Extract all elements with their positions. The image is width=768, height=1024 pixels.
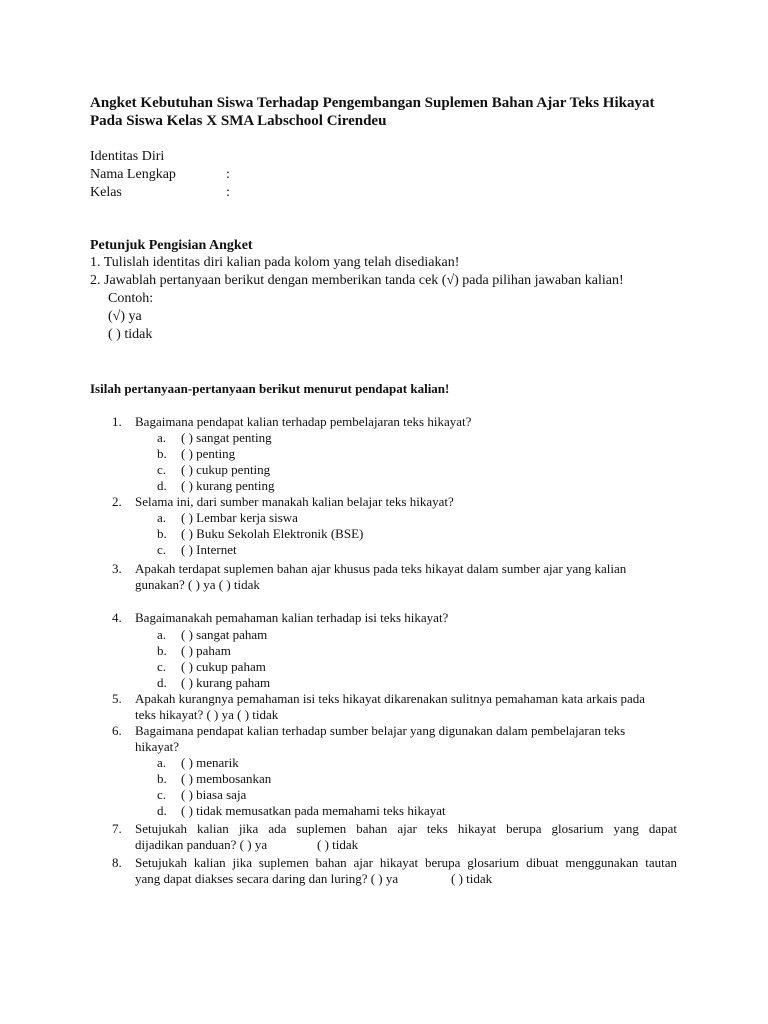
answer-option[interactable] [157, 446, 235, 462]
answer-option[interactable] [157, 542, 237, 558]
answer-option[interactable] [157, 771, 271, 787]
instruction-item-1: 1. Tulislah identitas diri kalian pada kolom yang telah disediakan! [90, 255, 460, 270]
question-text-line-2: yang dapat diakses secara daring dan luring? ( ) ya [135, 871, 399, 886]
answer-option[interactable] [157, 627, 267, 643]
answer-option[interactable] [157, 462, 270, 478]
answer-option[interactable] [157, 478, 275, 494]
question-text: Bagaimanakah pemahaman kalian terhadap isi teks hikayat? [135, 610, 449, 625]
answer-option[interactable] [157, 675, 270, 691]
option-text: ( ) sangat paham [181, 627, 268, 642]
option-letter: a. [157, 510, 167, 525]
question-text-line-2: hikayat? [135, 739, 180, 754]
question-text-line-2: teks hikayat? ( ) ya ( ) tidak [135, 707, 279, 722]
option-text: ( ) penting [181, 446, 236, 461]
option-letter: c. [157, 787, 167, 802]
class-colon: : [226, 185, 230, 200]
option-letter: a. [157, 627, 167, 642]
option-text: ( ) Buku Sekolah Elektronik (BSE) [181, 526, 364, 541]
name-label: Nama Lengkap [90, 167, 176, 182]
answer-no-option[interactable]: ( ) tidak [451, 871, 493, 886]
document-title-line-2: Pada Siswa Kelas X SMA Labschool Cirendeu [90, 113, 387, 129]
option-text: ( ) sangat penting [181, 430, 272, 445]
question-text-line-1: Bagaimana pendapat kalian terhadap sumber belajar yang digunakan dalam pembelajaran teks [135, 723, 626, 738]
option-letter: b. [157, 771, 167, 786]
example-yes: (√) ya [108, 309, 142, 324]
instruction-item-2: 2. Jawablah pertanyaan berikut dengan memberikan tanda cek (√) pada pilihan jawaban kalian! [90, 273, 624, 288]
question-text-line-1: Apakah terdapat suplemen bahan ajar khusus pada teks hikayat dalam sumber ajar yang kalian [135, 561, 627, 576]
option-text: ( ) membosankan [181, 771, 272, 786]
option-text: ( ) menarik [181, 755, 239, 770]
question-number: 1. [112, 414, 122, 429]
option-letter: b. [157, 643, 167, 658]
option-letter: d. [157, 803, 167, 818]
question-number: 8. [112, 855, 122, 870]
question-text-line-2: dijadikan panduan? ( ) ya [135, 837, 268, 852]
answer-option[interactable] [157, 659, 266, 675]
option-letter: b. [157, 446, 167, 461]
example-label: Contoh: [108, 291, 154, 306]
example-no: ( ) tidak [108, 327, 153, 342]
option-letter: c. [157, 462, 167, 477]
option-text: ( ) kurang penting [181, 478, 275, 493]
name-colon: : [226, 167, 230, 182]
option-letter: d. [157, 675, 167, 690]
option-letter: a. [157, 755, 167, 770]
option-letter: c. [157, 659, 167, 674]
question-text-line-1: Apakah kurangnya pemahaman isi teks hikayat dikarenakan sulitnya pemahaman kata arkais pada [135, 691, 646, 706]
option-letter: b. [157, 526, 167, 541]
question-text-line-1: Setujukah kalian jika suplemen bahan ajar hikayat berupa glosarium dibuat menggunakan tautan [135, 855, 677, 870]
question-text: Bagaimana pendapat kalian terhadap pembelajaran teks hikayat? [135, 414, 472, 429]
answer-no-option[interactable]: ( ) tidak [317, 837, 359, 852]
answer-option[interactable] [157, 787, 246, 803]
question-number: 4. [112, 610, 122, 625]
question-text: Selama ini, dari sumber manakah kalian belajar teks hikayat? [135, 494, 454, 509]
instructions-heading: Petunjuk Pengisian Angket [90, 238, 253, 253]
option-letter: c. [157, 542, 167, 557]
answer-option[interactable] [157, 526, 363, 542]
document-title-line-1: Angket Kebutuhan Siswa Terhadap Pengembangan Suplemen Bahan Ajar Teks Hikayat [90, 95, 655, 111]
answer-option[interactable] [157, 643, 231, 659]
questions-heading: Isilah pertanyaan-pertanyaan berikut menurut pendapat kalian! [90, 381, 450, 396]
question-number: 3. [112, 561, 122, 576]
answer-option[interactable] [157, 803, 446, 819]
option-letter: d. [157, 478, 167, 493]
option-text: ( ) kurang paham [181, 675, 271, 690]
class-label: Kelas [90, 185, 122, 200]
question-text-line-1: Setujukah kalian jika ada suplemen bahan ajar teks hikayat berupa glosarium yang dapat [135, 821, 677, 836]
option-text: ( ) cukup paham [181, 659, 266, 674]
option-letter: a. [157, 430, 167, 445]
answer-option[interactable] [157, 755, 239, 771]
option-text: ( ) paham [181, 643, 231, 658]
answer-option[interactable] [157, 430, 272, 446]
question-number: 6. [112, 723, 122, 738]
question-number: 5. [112, 691, 122, 706]
question-number: 7. [112, 821, 122, 836]
option-text: ( ) biasa saja [181, 787, 247, 802]
option-text: ( ) tidak memusatkan pada memahami teks hikayat [181, 803, 446, 818]
identity-heading: Identitas Diri [90, 149, 165, 164]
question-number: 2. [112, 494, 122, 509]
option-text: ( ) Lembar kerja siswa [181, 510, 298, 525]
answer-option[interactable] [157, 510, 298, 526]
option-text: ( ) cukup penting [181, 462, 271, 477]
question-text-line-2: gunakan? ( ) ya ( ) tidak [135, 577, 260, 592]
option-text: ( ) Internet [181, 542, 237, 557]
